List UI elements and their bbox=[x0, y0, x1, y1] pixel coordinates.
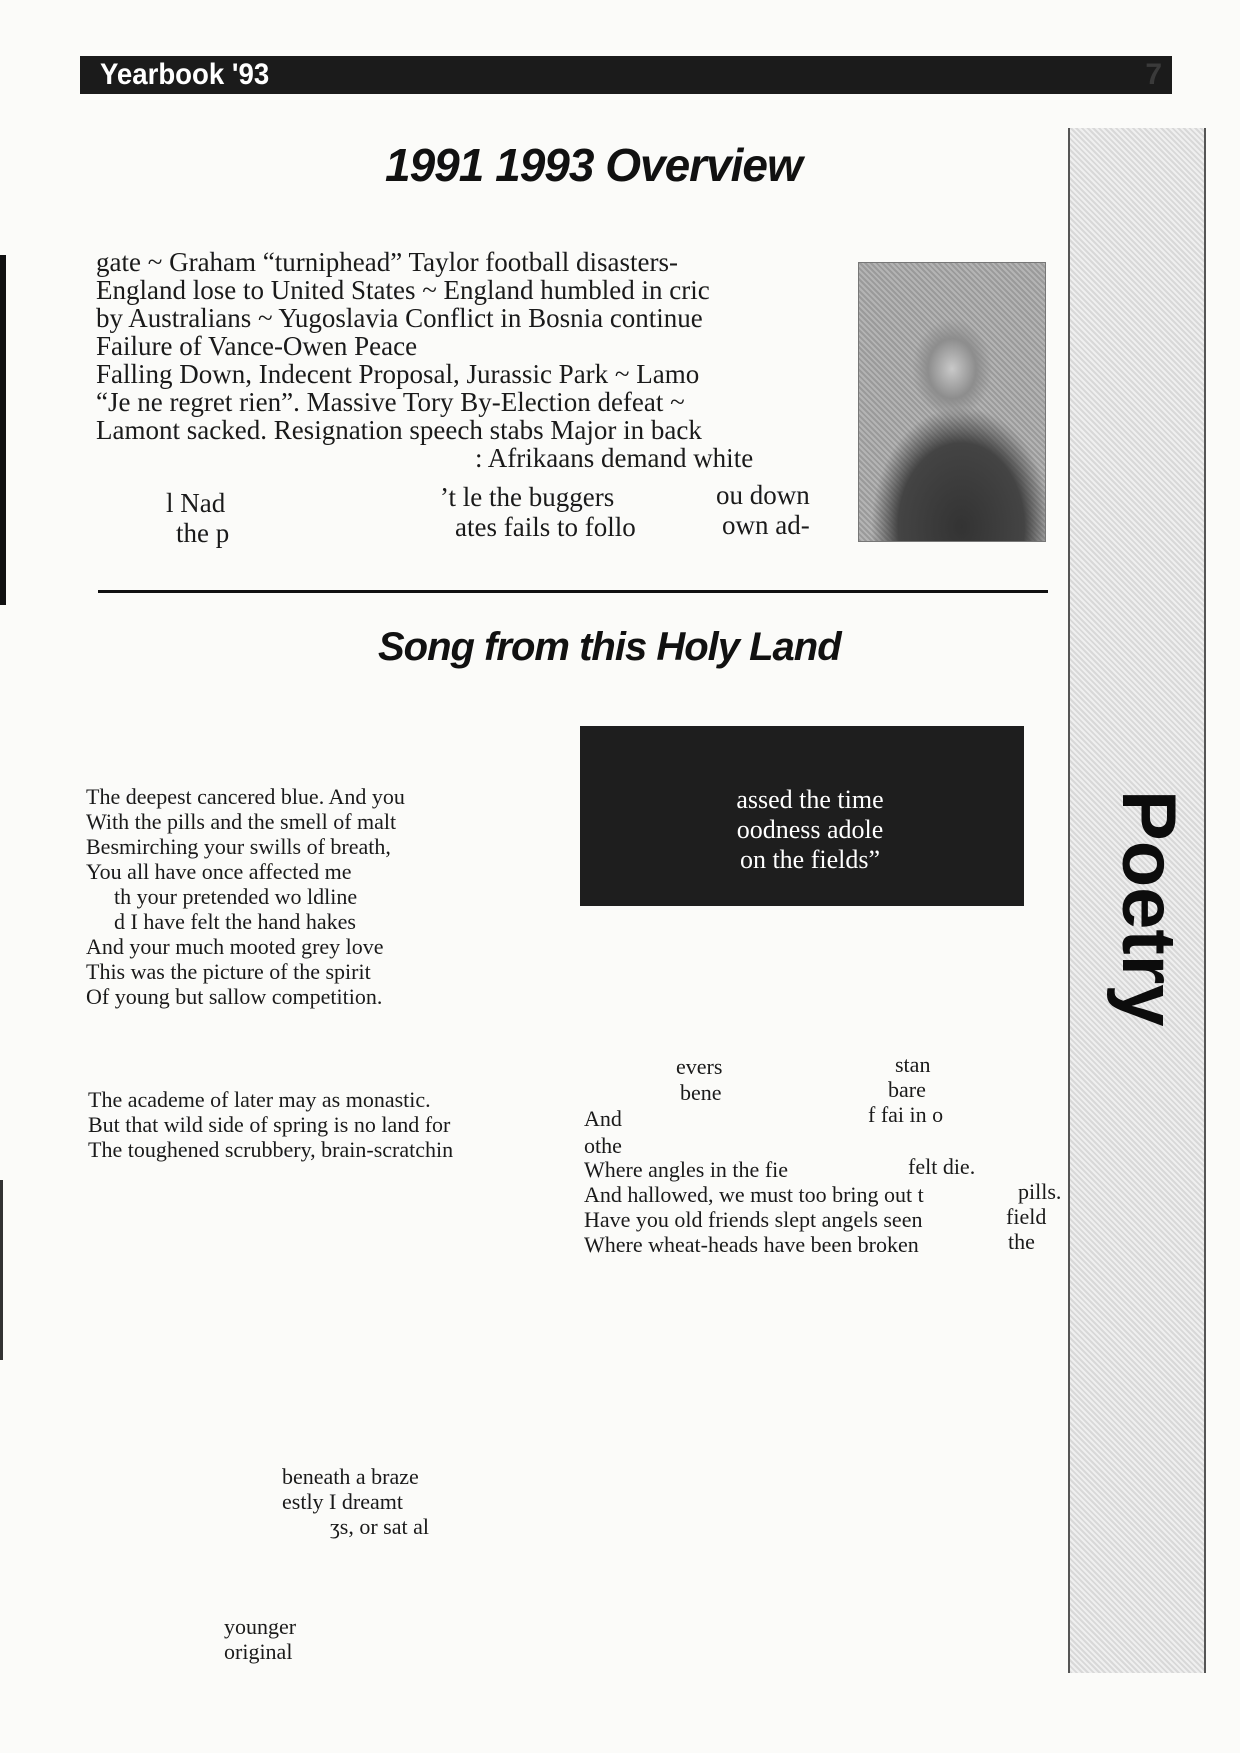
pull-quote-line: oodness adole bbox=[736, 815, 884, 844]
poem-fragment: evers bbox=[676, 1054, 723, 1079]
poem-line: You all have once affected me bbox=[86, 859, 352, 884]
portrait-photo bbox=[858, 262, 1046, 542]
section-divider bbox=[98, 590, 1048, 593]
overview-fragment: ou down bbox=[716, 480, 810, 510]
poem-stanza bbox=[224, 1614, 296, 1664]
overview-line: by Australians ~ Yugoslavia Conflict in Bosnia continue bbox=[96, 303, 703, 333]
poem-line: Where wheat-heads have been broken bbox=[584, 1232, 919, 1257]
song-title: Song from this Holy Land bbox=[378, 625, 841, 669]
poem-stanza bbox=[282, 1464, 429, 1539]
poem-line: th your pretended wo ldline bbox=[114, 884, 358, 909]
poem-stanza bbox=[86, 784, 405, 1009]
poem-line: original bbox=[224, 1639, 293, 1664]
poem-fragment: stan bbox=[895, 1052, 931, 1077]
overview-line: Failure of Vance-Owen Peace bbox=[96, 331, 418, 361]
overview-line: Falling Down, Indecent Proposal, Jurassic Park ~ Lamo bbox=[96, 359, 700, 389]
header-title: Yearbook '93 bbox=[100, 58, 270, 91]
poem-fragment: bene bbox=[680, 1080, 722, 1105]
poem-line: But that wild side of spring is no land for bbox=[88, 1112, 451, 1137]
poem-line: ʒs, or sat al bbox=[330, 1514, 429, 1539]
poem-stanza bbox=[88, 1087, 453, 1162]
overview-line: “Je ne regret rien”. Massive Tory By-Election defeat ~ bbox=[96, 387, 685, 417]
poem-line: The academe of later may as monastic. bbox=[88, 1087, 431, 1112]
pull-quote-line: assed the time bbox=[736, 785, 884, 814]
poem-fragment: othe bbox=[584, 1133, 622, 1158]
overview-fragment: l Nad bbox=[166, 488, 226, 518]
poem-fragment: f fai in o bbox=[868, 1102, 944, 1127]
overview-fragment: ates fails to follo bbox=[455, 512, 636, 542]
poem-line: This was the picture of the spirit bbox=[86, 959, 371, 984]
poem-line: With the pills and the smell of malt bbox=[86, 809, 397, 834]
poem-line: beneath a braze bbox=[282, 1464, 419, 1489]
overview-line: England lose to United States ~ England humbled in cric bbox=[96, 275, 710, 305]
poem-line: d I have felt the hand hakes bbox=[114, 909, 356, 934]
poem-line-end: field bbox=[1006, 1204, 1047, 1229]
overview-fragment: own ad- bbox=[722, 510, 810, 540]
pull-quote-line: on the fields” bbox=[739, 845, 881, 874]
poem-line: Have you old friends slept angels seen bbox=[584, 1207, 923, 1232]
section-label: Poetry bbox=[1106, 790, 1191, 1027]
poem-line: And your much mooted grey love bbox=[86, 934, 384, 959]
poem-line: Besmirching your swills of breath, bbox=[86, 834, 391, 859]
poem-stanza bbox=[584, 1157, 924, 1257]
poem-line: Where angles in the fie bbox=[584, 1157, 789, 1182]
poem-line: Of young but sallow competition. bbox=[86, 984, 383, 1009]
overview-fragment: the p bbox=[176, 518, 230, 548]
poem-line-end: felt die. bbox=[908, 1154, 976, 1179]
overview-line: Lamont sacked. Resignation speech stabs Major in back bbox=[96, 415, 702, 445]
scan-edge-shadow bbox=[0, 255, 6, 605]
poem-fragment: bare bbox=[888, 1077, 926, 1102]
scan-edge-shadow-lower bbox=[0, 1180, 3, 1360]
pull-quote-text bbox=[600, 785, 1020, 875]
poem-line-end: pills. bbox=[1018, 1179, 1062, 1204]
overview-text bbox=[96, 248, 826, 472]
overview-line: : Afrikaans demand white bbox=[475, 443, 754, 473]
poem-line: The deepest cancered blue. And you bbox=[86, 784, 405, 809]
overview-line: gate ~ Graham “turniphead” Taylor football disasters- bbox=[96, 247, 679, 277]
poem-line: The toughened scrubbery, brain-scratchin bbox=[88, 1137, 454, 1162]
poem-line-end: the bbox=[1008, 1229, 1035, 1254]
page-number: 7 bbox=[1145, 58, 1162, 91]
overview-title: 1991 1993 Overview bbox=[385, 139, 802, 191]
poem-line: younger bbox=[224, 1614, 297, 1639]
poem-fragment: And bbox=[584, 1106, 622, 1131]
poem-line: And hallowed, we must too bring out t bbox=[584, 1182, 924, 1207]
overview-fragment: ’t le the buggers bbox=[440, 482, 615, 512]
poem-line: estly I dreamt bbox=[282, 1489, 403, 1514]
